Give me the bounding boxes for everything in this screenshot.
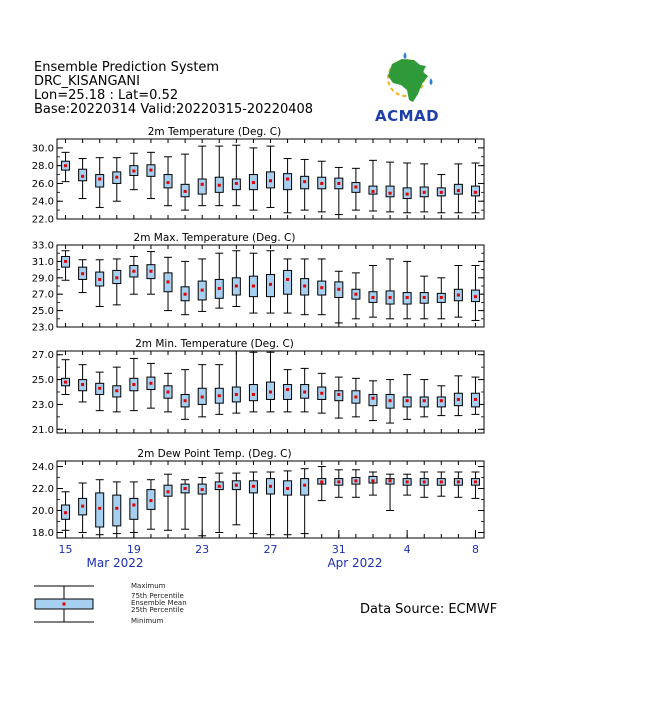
box-plot (454, 472, 462, 497)
box-plot (301, 469, 309, 534)
mean-marker (457, 189, 460, 192)
mean-marker (184, 399, 187, 402)
box-plot (335, 167, 343, 214)
box-plot (471, 377, 479, 414)
iqr-box (113, 495, 121, 526)
mean-marker (389, 296, 392, 299)
box-plot (96, 260, 104, 307)
mean-marker (252, 393, 255, 396)
box-plot (249, 148, 257, 210)
box-plot (96, 372, 104, 411)
mean-marker (132, 270, 135, 273)
iqr-box (386, 186, 394, 197)
box-plot (96, 158, 104, 208)
box-plot (301, 159, 309, 210)
mean-marker (184, 293, 187, 296)
mean-marker (115, 276, 118, 279)
box-plot (318, 259, 326, 315)
mean-marker (184, 487, 187, 490)
mean-marker (115, 507, 118, 510)
mean-marker (457, 294, 460, 297)
y-tick-label: 29.0 (31, 273, 54, 285)
iqr-box (249, 385, 257, 401)
box-plot (454, 266, 462, 318)
mean-marker (149, 382, 152, 385)
mean-marker (337, 480, 340, 483)
box-plot (437, 278, 445, 319)
box-plot (437, 175, 445, 213)
mean-marker (389, 192, 392, 195)
box-plot (113, 482, 121, 534)
mean-marker (201, 488, 204, 491)
box-plot (284, 259, 292, 313)
mean-marker (423, 296, 426, 299)
mean-marker (201, 289, 204, 292)
box-plot (386, 162, 394, 212)
station-name: DRC_KISANGANI (34, 74, 140, 89)
mean-marker (457, 398, 460, 401)
mean-marker (371, 479, 374, 482)
legend-mean: Ensemble Mean (131, 599, 187, 607)
iqr-box (284, 385, 292, 400)
iqr-box (369, 394, 377, 405)
mean-marker (235, 285, 238, 288)
mean-marker (167, 490, 170, 493)
box-plot (62, 360, 70, 395)
x-tick-label: 8 (471, 543, 479, 556)
box-plot (420, 472, 428, 497)
mean-marker (64, 164, 67, 167)
mean-marker (98, 278, 101, 281)
mean-marker (64, 260, 67, 263)
mean-marker (354, 293, 357, 296)
y-tick-label: 21.0 (31, 424, 54, 436)
y-tick-label: 26.0 (31, 178, 54, 190)
mean-marker (440, 480, 443, 483)
mean-marker (406, 193, 409, 196)
mean-marker (252, 181, 255, 184)
y-tick-label: 24.0 (31, 196, 54, 208)
box-plot (471, 472, 479, 498)
mean-marker (320, 392, 323, 395)
mean-marker (115, 389, 118, 392)
iqr-box (96, 175, 104, 187)
data-source: Data Source: ECMWF (360, 602, 498, 617)
box-plot (318, 161, 326, 212)
mean-marker (201, 395, 204, 398)
box-plot (62, 251, 70, 281)
mean-marker (218, 394, 221, 397)
mean-marker (235, 182, 238, 185)
mean-marker (218, 287, 221, 290)
mean-marker (218, 485, 221, 488)
box-plot (403, 375, 411, 420)
mean-marker (286, 178, 289, 181)
y-tick-label: 23.0 (31, 322, 54, 334)
x-tick-label: 19 (126, 543, 141, 556)
box-plot (79, 483, 87, 533)
box-plot (301, 259, 309, 315)
box-plot (386, 380, 394, 423)
mean-marker (167, 181, 170, 184)
box-plot (335, 271, 343, 323)
box-plot (147, 480, 155, 530)
box-plot (352, 470, 360, 498)
mean-marker (474, 191, 477, 194)
y-tick-label: 20.0 (31, 506, 54, 517)
panel-title: 2m Dew Point Temp. (Deg. C) (137, 448, 292, 460)
mean-marker (64, 511, 67, 514)
box-plot (403, 163, 411, 213)
mean-marker (132, 504, 135, 507)
mean-marker (406, 296, 409, 299)
y-tick-label: 22.0 (31, 484, 54, 495)
mean-marker (303, 180, 306, 183)
y-tick-label: 28.0 (31, 161, 54, 173)
box-plot (62, 152, 70, 181)
chart-panel (32, 126, 484, 226)
box-plot (301, 368, 309, 411)
box-plot (164, 373, 172, 412)
mean-marker (81, 272, 84, 275)
y-tick-label: 27.0 (31, 289, 54, 301)
box-plot (130, 482, 138, 533)
mean-marker (98, 178, 101, 181)
y-tick-label: 30.0 (31, 143, 54, 155)
mean-marker (132, 170, 135, 173)
mean-marker (98, 387, 101, 390)
box-plot (79, 260, 87, 293)
forecast-dates: Base:20220314 Valid:20220315-20220408 (34, 102, 314, 117)
box-plot (232, 145, 240, 205)
mean-marker (269, 391, 272, 394)
mean-marker (337, 182, 340, 185)
iqr-box (284, 270, 292, 294)
box-plot (267, 146, 275, 207)
box-plot (352, 378, 360, 417)
box-plot (454, 376, 462, 416)
x-tick-label: 15 (58, 543, 73, 556)
box-plot (454, 164, 462, 213)
box-plot (249, 472, 257, 534)
y-tick-label: 22.0 (31, 214, 54, 226)
y-tick-label: 25.0 (31, 306, 54, 318)
mean-marker (149, 499, 152, 502)
mean-marker (371, 296, 374, 299)
box-plot (181, 261, 189, 314)
y-tick-label: 25.0 (31, 375, 54, 387)
mean-marker (201, 183, 204, 186)
box-plot (147, 152, 155, 198)
iqr-box (198, 179, 206, 194)
y-tick-label: 23.0 (31, 399, 54, 411)
mean-marker (184, 190, 187, 193)
mean-marker (440, 296, 443, 299)
box-plot (113, 158, 121, 202)
y-tick-label: 31.0 (31, 256, 54, 268)
mean-marker (149, 270, 152, 273)
mean-marker (167, 391, 170, 394)
box-plot (79, 365, 87, 402)
box-plot (147, 252, 155, 295)
mean-marker (269, 283, 272, 286)
box-plot (267, 352, 275, 412)
mean-marker (235, 393, 238, 396)
mean-marker (235, 484, 238, 487)
box-plot (130, 256, 138, 294)
box-plot (232, 473, 240, 525)
iqr-box (301, 479, 309, 496)
mean-marker (474, 295, 477, 298)
y-tick-label: 24.0 (31, 462, 54, 473)
box-plot (232, 351, 240, 413)
box-plot (471, 163, 479, 213)
box-plot (284, 471, 292, 535)
mean-marker (115, 176, 118, 179)
mean-marker (371, 190, 374, 193)
month-label: Apr 2022 (327, 556, 383, 570)
box-plot (215, 146, 223, 206)
mean-marker (320, 182, 323, 185)
x-tick-label: 31 (331, 543, 346, 556)
box-plot (164, 257, 172, 310)
station-location: Lon=25.18 : Lat=0.52 (34, 88, 179, 103)
chart-panel (32, 338, 484, 436)
mean-marker (320, 286, 323, 289)
panel-title: 2m Temperature (Deg. C) (147, 126, 282, 138)
mean-marker (132, 383, 135, 386)
mean-marker (149, 169, 152, 172)
box-plot (232, 251, 240, 307)
mean-marker (286, 278, 289, 281)
mean-marker (389, 399, 392, 402)
mean-marker (406, 399, 409, 402)
box-plot (181, 480, 189, 530)
box-plot (198, 365, 206, 417)
panel-title: 2m Max. Temperature (Deg. C) (133, 232, 296, 244)
y-tick-label: 27.0 (31, 350, 54, 362)
mean-marker (423, 191, 426, 194)
box-plot (437, 386, 445, 416)
mean-marker (81, 175, 84, 178)
mean-marker (218, 184, 221, 187)
mean-marker (286, 487, 289, 490)
box-plot (386, 259, 394, 319)
mean-marker (389, 479, 392, 482)
mean-marker (98, 507, 101, 510)
iqr-box (130, 498, 138, 519)
box-plot (352, 273, 360, 319)
iqr-box (96, 493, 104, 527)
box-plot (437, 472, 445, 496)
acmad-logo-text: ACMAD (375, 107, 440, 125)
box-plot (284, 159, 292, 213)
box-plot (369, 381, 377, 421)
chart-panel (32, 448, 484, 539)
legend-75th: 75th Percentile (131, 592, 184, 600)
mean-marker (303, 285, 306, 288)
chart-title: Ensemble Prediction System (34, 60, 220, 75)
mean-marker (303, 391, 306, 394)
mean-marker (440, 191, 443, 194)
box-plot (79, 159, 87, 199)
mean-marker (167, 280, 170, 283)
mean-marker (269, 485, 272, 488)
box-plot (215, 253, 223, 308)
mean-marker (252, 485, 255, 488)
legend-mean-marker (63, 603, 66, 606)
box-plot (267, 251, 275, 313)
iqr-box (284, 174, 292, 190)
box-plot (113, 259, 121, 305)
box-plot (318, 373, 326, 413)
mean-marker (81, 505, 84, 508)
box-plot (403, 261, 411, 318)
x-tick-label: 4 (403, 543, 411, 556)
mean-marker (286, 388, 289, 391)
legend-25th: 25th Percentile (131, 606, 184, 614)
mean-marker (337, 288, 340, 291)
panel-title: 2m Min. Temperature (Deg. C) (135, 338, 294, 350)
box-plot (420, 164, 428, 212)
box-plot (267, 472, 275, 535)
y-tick-label: 33.0 (31, 240, 54, 252)
mean-marker (320, 480, 323, 483)
box-plot (335, 377, 343, 418)
x-tick-label: 27 (263, 543, 278, 556)
box-plot (318, 467, 326, 501)
box-plot (164, 157, 172, 206)
mean-marker (81, 383, 84, 386)
mean-marker (354, 479, 357, 482)
box-plot (215, 473, 223, 532)
mean-marker (269, 179, 272, 182)
box-plot (113, 367, 121, 412)
box-plot (386, 474, 394, 510)
box-plot (249, 253, 257, 313)
box-plot (62, 492, 70, 531)
box-plot (420, 276, 428, 319)
box-plot (403, 474, 411, 495)
box-plot (198, 146, 206, 206)
box-plot (198, 478, 206, 536)
mean-marker (64, 381, 67, 384)
box-plot (352, 168, 360, 210)
box-plot (335, 470, 343, 498)
mean-marker (423, 480, 426, 483)
chart-panel (32, 232, 484, 334)
box-plot (284, 370, 292, 412)
mean-marker (474, 398, 477, 401)
box-plot (420, 380, 428, 417)
box-plot (96, 480, 104, 535)
box-plot (369, 266, 377, 318)
mean-marker (337, 393, 340, 396)
legend-minimum: Minimum (131, 617, 164, 625)
mean-marker (423, 399, 426, 402)
box-plot (130, 153, 138, 189)
mean-marker (406, 480, 409, 483)
box-plot (130, 358, 138, 410)
mean-marker (354, 186, 357, 189)
box-plot (215, 365, 223, 415)
mean-marker (371, 397, 374, 400)
mean-marker (303, 484, 306, 487)
box-plot (181, 370, 189, 420)
box-plot (181, 154, 189, 210)
box-plot (147, 363, 155, 408)
legend-box-sample (34, 582, 104, 626)
y-tick-label: 18.0 (31, 528, 54, 539)
box-plot (369, 472, 377, 495)
mean-marker (440, 399, 443, 402)
mean-marker (252, 285, 255, 288)
box-plot (164, 474, 172, 530)
mean-marker (474, 480, 477, 483)
x-tick-label: 23 (195, 543, 210, 556)
mean-marker (457, 480, 460, 483)
box-plot (369, 160, 377, 211)
box-plot (249, 352, 257, 412)
legend-maximum: Maximum (131, 582, 166, 590)
box-plot (198, 259, 206, 311)
month-label: Mar 2022 (86, 556, 144, 570)
mean-marker (354, 395, 357, 398)
box-plot (471, 266, 479, 321)
